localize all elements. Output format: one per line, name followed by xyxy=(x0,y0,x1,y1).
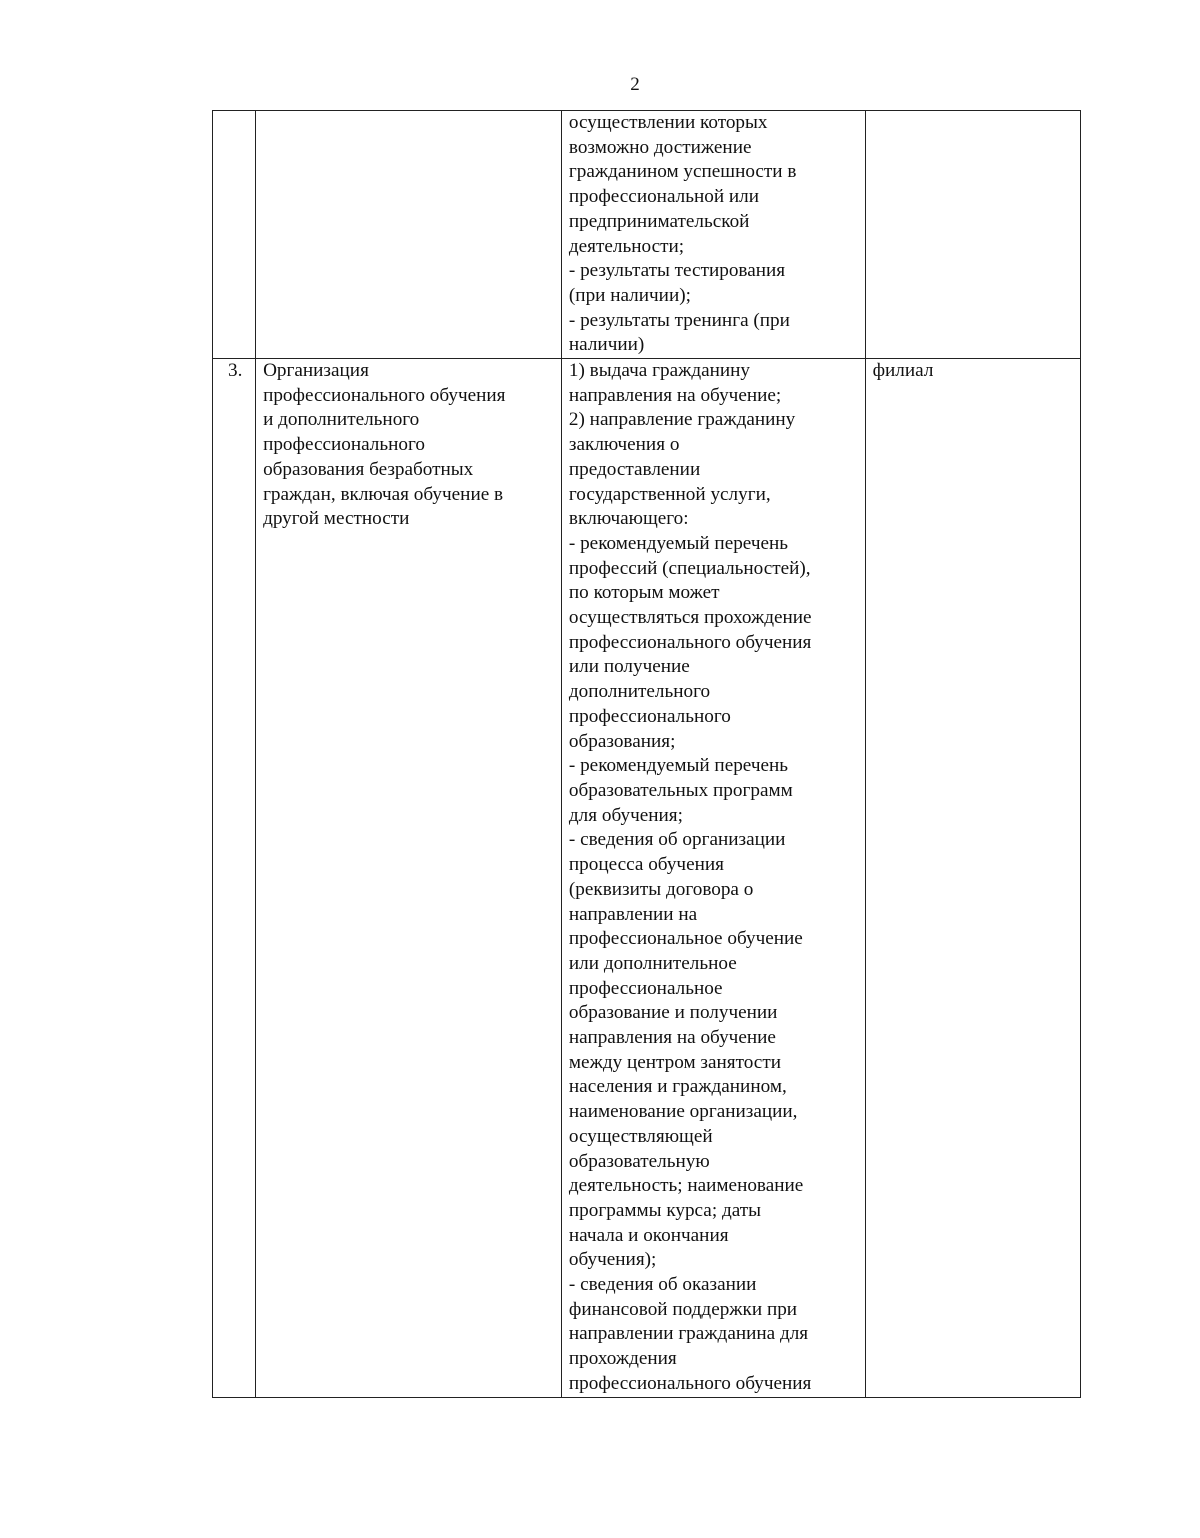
result-line: профессиональное xyxy=(568,977,723,999)
cell-service-name xyxy=(256,359,562,1398)
service-name-line: и дополнительного xyxy=(263,409,420,431)
result-line: - результаты тестирования xyxy=(568,260,786,282)
result-line: профессионального обучения xyxy=(568,631,812,653)
result-line: образования; xyxy=(568,730,676,752)
result-line: по которым может xyxy=(568,582,720,604)
service-name-line: Организация xyxy=(263,360,369,382)
result-line: прохождения xyxy=(568,1348,677,1370)
result-line: образование и получении xyxy=(568,1002,778,1024)
service-name-line: другой местности xyxy=(263,508,410,530)
result-line: профессий (специальностей), xyxy=(568,557,811,579)
result-line: 1) выдача гражданину xyxy=(568,360,751,382)
cell-executor xyxy=(865,111,1080,359)
result-line: деятельности; xyxy=(568,235,685,257)
result-line: профессионального xyxy=(568,705,731,727)
result-line: или получение xyxy=(568,656,690,678)
result-line: программы курса; даты xyxy=(568,1199,762,1221)
service-name-line: профессионального xyxy=(263,434,425,456)
result-line: предоставлении xyxy=(568,458,701,480)
result-line: - рекомендуемый перечень xyxy=(568,532,789,554)
result-line: 2) направление гражданину xyxy=(568,409,796,431)
cell-result xyxy=(561,359,865,1398)
table-row xyxy=(213,359,1081,1398)
result-line: наличии) xyxy=(568,334,645,356)
result-line: процесса обучения xyxy=(568,854,724,876)
cell-service-name xyxy=(256,111,562,359)
result-line: образовательных программ xyxy=(568,779,793,801)
result-line: предпринимательской xyxy=(568,210,750,232)
service-name-line: профессионального обучения xyxy=(263,384,506,406)
result-line: профессионального обучения xyxy=(568,1372,812,1394)
cell-number xyxy=(213,111,256,359)
result-line: - сведения об организации xyxy=(568,829,786,851)
result-line: включающего: xyxy=(568,508,689,530)
result-line: профессиональное обучение xyxy=(568,928,803,950)
result-line: гражданином успешности в xyxy=(568,161,797,183)
result-line: направления на обучение; xyxy=(568,384,782,406)
result-line: дополнительного xyxy=(568,681,711,703)
page-number: 2 xyxy=(630,74,640,95)
result-line: начала и окончания xyxy=(568,1224,729,1246)
result-line: государственной услуги, xyxy=(568,483,771,505)
result-line: финансовой поддержки при xyxy=(568,1298,798,1320)
result-line: осуществляющей xyxy=(568,1125,713,1147)
service-name-line: образования безработных xyxy=(263,458,474,480)
result-line: направлении гражданина для xyxy=(568,1323,809,1345)
result-line: осуществляться прохождение xyxy=(568,607,812,629)
cell-number: 3. xyxy=(213,359,256,1398)
result-line: направлении на xyxy=(568,903,698,925)
cell-executor: филиал xyxy=(865,359,1080,1398)
table-body xyxy=(213,111,1081,1398)
result-line: заключения о xyxy=(568,434,680,456)
result-line: наименование организации, xyxy=(568,1101,798,1123)
result-line: обучения); xyxy=(568,1249,657,1271)
services-table xyxy=(212,110,1081,1398)
result-line: деятельность; наименование xyxy=(568,1175,804,1197)
result-line: - результаты тренинга (при xyxy=(568,309,790,331)
result-line: профессиональной или xyxy=(568,186,760,208)
result-line: или дополнительное xyxy=(568,952,737,974)
result-line: направления на обучение xyxy=(568,1027,776,1049)
service-name-line: граждан, включая обучение в xyxy=(263,483,504,505)
result-line: возможно достижение xyxy=(568,136,752,158)
result-line: - рекомендуемый перечень xyxy=(568,755,789,777)
result-line: - сведения об оказании xyxy=(568,1274,757,1296)
result-line: осуществлении которых xyxy=(568,112,768,133)
result-line: (реквизиты договора о xyxy=(568,878,754,900)
result-line: для обучения; xyxy=(568,804,683,826)
result-line: между центром занятости xyxy=(568,1051,781,1073)
result-line: образовательную xyxy=(568,1150,710,1172)
result-line: населения и гражданином, xyxy=(568,1076,787,1098)
result-line: (при наличии); xyxy=(568,284,691,306)
table-row xyxy=(213,111,1081,359)
cell-result xyxy=(561,111,865,359)
